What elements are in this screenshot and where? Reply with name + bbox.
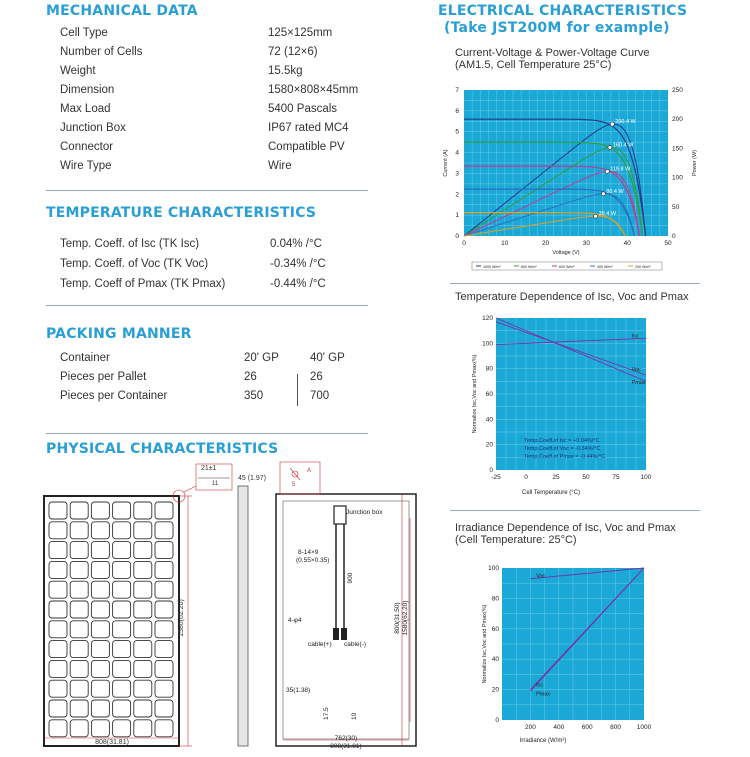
solar-cell (155, 700, 173, 717)
panel-front-view (44, 496, 179, 746)
cable-neg-label: cable(-) (344, 641, 367, 648)
y-tick-label: 0 (455, 233, 459, 240)
solar-cell (91, 660, 109, 677)
solar-cell (113, 641, 131, 658)
y-tick-label: 100 (488, 565, 499, 572)
y-tick-label: 2 (455, 191, 459, 199)
x-tick-label: 600 (581, 724, 593, 731)
x-axis-label: Cell Temperature (°C) (522, 490, 580, 496)
y-tick-label: 60 (485, 391, 493, 398)
y-tick-label: 0 (495, 717, 499, 724)
y-tick-label: 80 (491, 595, 499, 603)
solar-cell (91, 561, 109, 578)
d762-label: 762(30) (334, 735, 358, 742)
series-label: Pmax (536, 691, 551, 698)
mechanical-value: 125×125mm (268, 27, 333, 39)
x-tick-label: 10 (501, 240, 509, 247)
series-label: Pmax (631, 379, 646, 386)
solar-cell (113, 660, 131, 677)
y-axis-label: Normalize Isc,Voc and Pmax(%) (472, 354, 478, 434)
solar-cell (49, 601, 67, 618)
solar-cell (91, 621, 109, 638)
thickness-label: 45 (1.97) (238, 475, 267, 482)
annotation: Temp.Coeff.of Isc = +0.04%/°C (524, 438, 600, 445)
holes-label: 8-14×9 (298, 549, 319, 556)
solar-cell (49, 720, 67, 737)
solar-cell (49, 621, 67, 638)
mechanical-title: MECHANICAL DATA (46, 3, 198, 19)
temperature-title: TEMPERATURE CHARACTERISTICS (46, 205, 317, 221)
solar-cell (49, 700, 67, 717)
packing-value-40gp: 700 (310, 390, 330, 402)
solar-cell (49, 502, 67, 519)
solar-cell (155, 660, 173, 677)
solar-cell (49, 641, 67, 658)
height-dim-label: 1580(62.20) (178, 599, 185, 637)
mpp-label: 39.4 W (598, 211, 617, 218)
solar-cell (134, 641, 152, 658)
solar-cell (134, 561, 152, 578)
temperature-value: -0.34% /°C (270, 258, 326, 270)
mechanical-label: Number of Cells (60, 46, 143, 58)
x-tick-label: -25 (491, 474, 501, 481)
temp-chart-title: Temperature Dependence of Isc, Voc and Pmax (455, 291, 689, 303)
x-tick-label: 50 (582, 474, 590, 481)
x-tick-label: 50 (664, 240, 672, 247)
solar-cell (155, 502, 173, 519)
solar-cell (155, 680, 173, 697)
solar-cell (49, 522, 67, 539)
temperature-label: Temp. Coeff. of Voc (TK Voc) (60, 258, 209, 270)
packing-value-20gp: 26 (244, 371, 257, 383)
legend-label: 600 W/m² (559, 265, 575, 269)
divider (450, 510, 700, 511)
y-tick-label: 100 (482, 340, 493, 348)
x-axis-label: Irradiance (W/m²) (519, 738, 567, 744)
solar-cell (91, 502, 109, 519)
solar-cell (113, 542, 131, 559)
annotation: Temp.Coeff.of Voc = -0.34%/°C (524, 446, 601, 453)
solar-cell (91, 680, 109, 697)
solar-cell (113, 700, 131, 717)
series-label: Isc (631, 333, 639, 340)
packing-title: PACKING MANNER (46, 326, 192, 342)
x-tick-label: 200 (524, 724, 536, 731)
y2-tick-label: 0 (672, 233, 676, 240)
solar-cell (49, 542, 67, 559)
packing-value-40gp: 26 (310, 371, 323, 383)
x-tick-label: 0 (524, 474, 528, 481)
divider (46, 190, 368, 191)
solar-cell (113, 581, 131, 598)
y-tick-label: 3 (455, 170, 459, 178)
divider (46, 305, 368, 306)
solar-cell (134, 502, 152, 519)
solar-cell (134, 621, 152, 638)
solar-cell (134, 720, 152, 737)
mechanical-value: Wire (268, 160, 292, 172)
y-tick-label: 60 (491, 625, 499, 633)
series-label: Isc (536, 682, 544, 689)
mechanical-value: 5400 Pascals (268, 103, 338, 115)
irradiance-dependence-chart (460, 560, 660, 752)
mpp-label: 160.4 W (612, 142, 634, 149)
solar-cell (49, 680, 67, 697)
solar-cell (155, 720, 173, 737)
solar-cell (91, 720, 109, 737)
packing-value-40gp: 40' GP (310, 352, 345, 364)
x-tick-label: 40 (623, 240, 631, 247)
y-tick-label: 40 (485, 416, 493, 424)
iv-curve-chart (438, 78, 698, 273)
y-tick-label: 6 (455, 107, 459, 115)
y-tick-label: 4 (455, 149, 459, 157)
temperature-label: Temp. Coeff of Pmax (TK Pmax) (60, 278, 226, 290)
d900-label: 900 (347, 572, 354, 584)
solar-cell (70, 581, 88, 598)
y-tick-label: 80 (485, 365, 493, 373)
mpp-point (608, 146, 612, 150)
annotation: Temp.Coeff.of Pmax = -0.44%/°C (524, 454, 606, 461)
packing-label: Pieces per Pallet (60, 371, 147, 383)
electrical-subtitle: (Take JST200M for example) (444, 20, 670, 36)
divider (46, 433, 368, 434)
solar-cell (155, 641, 173, 658)
dim-top2: 11 (212, 481, 219, 487)
temperature-value: 0.04% /°C (270, 238, 322, 250)
solar-cell (70, 561, 88, 578)
series-label: Voc (536, 573, 546, 580)
x-tick-label: 100 (640, 474, 652, 481)
solar-cell (70, 680, 88, 697)
divider (450, 283, 700, 284)
solar-cell (134, 581, 152, 598)
legend-label: 800 W/m² (521, 265, 537, 269)
y2-tick-label: 100 (672, 174, 683, 182)
packing-label: Pieces per Container (60, 390, 168, 402)
mpp-point (594, 214, 598, 218)
y-tick-label: 0 (489, 467, 493, 474)
solar-cell (91, 581, 109, 598)
x-tick-label: 800 (610, 724, 622, 731)
x-tick-label: 20 (541, 240, 550, 247)
d4-label: 4-φ4 (288, 617, 302, 624)
y2-tick-label: 200 (672, 116, 683, 124)
solar-cell (70, 621, 88, 638)
mpp-point (610, 122, 614, 126)
mechanical-value: 15.5kg (268, 65, 303, 77)
solar-cell (155, 621, 173, 638)
physical-drawing (0, 458, 430, 757)
temperature-label: Temp. Coeff. of Isc (TK Isc) (60, 238, 200, 250)
solar-cell (70, 660, 88, 677)
y2-axis-label: Power (W) (692, 150, 698, 176)
mechanical-label: Max Load (60, 103, 111, 115)
solar-cell (91, 542, 109, 559)
mpp-label: 119.8 W (610, 166, 631, 173)
mechanical-label: Weight (60, 65, 96, 77)
mechanical-label: Connector (60, 141, 114, 153)
x-tick-label: 30 (582, 240, 591, 247)
solar-cell (134, 601, 152, 618)
holes-label-2: (0.55×0.35) (296, 557, 330, 564)
solar-cell (134, 700, 152, 717)
detail-5: 5 (292, 482, 296, 488)
junction-box-label: Junction box (346, 509, 383, 516)
electrical-title: ELECTRICAL CHARACTERISTICS (438, 3, 688, 19)
solar-cell (113, 720, 131, 737)
mechanical-value: 72 (12×6) (268, 46, 318, 58)
cable-pos-label: cable(+) (308, 641, 332, 648)
y-axis-label: Current (A) (443, 149, 449, 177)
mechanical-label: Wire Type (60, 160, 112, 172)
packing-label: Container (60, 352, 110, 364)
d800-label: 800(31.50) (394, 602, 401, 634)
mechanical-value: Compatible PV (268, 141, 345, 153)
solar-cell (113, 502, 131, 519)
packing-value-20gp: 350 (244, 390, 264, 402)
solar-cell (70, 522, 88, 539)
mechanical-value: IP67 rated MC4 (268, 122, 349, 134)
solar-cell (113, 680, 131, 697)
dim-top: 21±1 (201, 465, 217, 472)
solar-cell (134, 542, 152, 559)
solar-cell (155, 581, 173, 598)
solar-cell (70, 502, 88, 519)
detail-a: A (307, 468, 312, 474)
solar-cell (91, 641, 109, 658)
x-tick-label: 400 (553, 724, 565, 731)
mpp-point (605, 169, 609, 173)
mpp-label: 200.4 W (615, 119, 636, 126)
solar-cell (70, 601, 88, 618)
legend-label: 1000 W/m² (483, 265, 501, 269)
solar-cell (49, 581, 67, 598)
solar-cell (49, 561, 67, 578)
mechanical-value: 1580×808×45mm (268, 84, 359, 96)
mechanical-label: Cell Type (60, 27, 108, 39)
temperature-dependence-chart (460, 312, 660, 502)
x-tick-label: 0 (462, 240, 466, 247)
width-dim-label-2: 808(31.81) (330, 743, 362, 750)
d35-label: 35(1.38) (286, 687, 311, 694)
physical-title: PHYSICAL CHARACTERISTICS (46, 441, 279, 457)
solar-cell (134, 522, 152, 539)
packing-separator (297, 374, 298, 406)
solar-cell (70, 700, 88, 717)
y2-tick-label: 50 (672, 203, 680, 211)
packing-value-20gp: 20' GP (244, 352, 279, 364)
solar-cell (155, 561, 173, 578)
x-axis-label: Voltage (V) (552, 250, 580, 256)
solar-cell (70, 542, 88, 559)
d175-label: 17.5 (323, 707, 330, 720)
temperature-value: -0.44% /°C (270, 278, 326, 290)
y-tick-label: 20 (485, 441, 493, 449)
width-dim-label: 808(31.81) (95, 739, 129, 746)
mpp-label: 80.4 W (606, 188, 624, 195)
solar-cell (134, 660, 152, 677)
x-tick-label: 25 (552, 474, 560, 481)
solar-cell (113, 522, 131, 539)
mpp-point (601, 192, 605, 196)
solar-cell (155, 542, 173, 559)
solar-cell (113, 561, 131, 578)
legend-label: 200 W/m² (635, 265, 651, 269)
solar-cell (91, 522, 109, 539)
y-tick-label: 1 (455, 212, 459, 220)
y-tick-label: 5 (455, 128, 459, 136)
solar-cell (70, 720, 88, 737)
solar-cell (134, 680, 152, 697)
series-label: Voc (631, 367, 641, 374)
solar-cell (91, 700, 109, 717)
solar-cell (113, 621, 131, 638)
x-tick-label: 1000 (636, 724, 652, 731)
y-tick-label: 120 (482, 315, 493, 322)
solar-cell (113, 601, 131, 618)
y-tick-label: 7 (455, 87, 459, 94)
iv-chart-title: Current-Voltage & Power-Voltage Curve (AM1.5, Cell Temperature 25°C) (455, 47, 650, 71)
y-tick-label: 20 (491, 686, 499, 694)
solar-cell (91, 601, 109, 618)
legend-label: 400 W/m² (597, 265, 613, 269)
mechanical-label: Junction Box (60, 122, 126, 134)
d10-label: 10 (351, 712, 358, 720)
y2-tick-label: 250 (672, 87, 683, 94)
x-tick-label: 75 (612, 474, 620, 481)
solar-cell (70, 641, 88, 658)
y-axis-label: Normalize Isc,Voc and Pmax(%) (482, 604, 488, 684)
mechanical-label: Dimension (60, 84, 115, 96)
d1580-label: 1580(62.20) (402, 600, 409, 636)
solar-cell (49, 660, 67, 677)
solar-cell (155, 522, 173, 539)
solar-cell (155, 601, 173, 618)
y2-tick-label: 150 (672, 145, 683, 153)
irr-chart-title: Irradiance Dependence of Isc, Voc and Pmax (Cell Temperature: 25°C) (455, 522, 676, 546)
y-tick-label: 40 (491, 656, 499, 664)
